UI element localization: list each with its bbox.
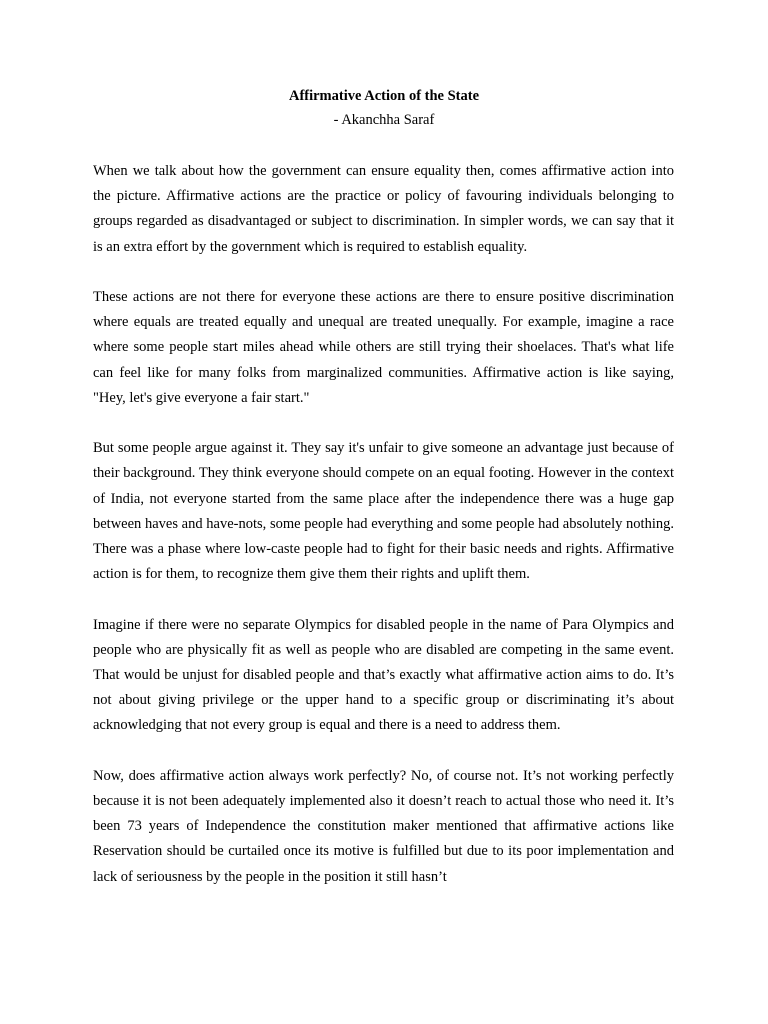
paragraph-2: These actions are not there for everyone these actions are there to ensure positive discrimination where equals are treated equally and unequal are treated unequally. For example, imagine a race where some people start miles ahead while others are still trying their shoelaces. That's what life can feel like for many folks from marginalized communities. Affirmative action is like saying, "Hey, let's give everyone a fair start." bbox=[93, 289, 674, 406]
document-title: Affirmative Action of the State bbox=[288, 88, 480, 104]
document-header bbox=[0, 86, 768, 130]
paragraph-5: Now, does affirmative action always work perfectly? No, of course not. It’s not working perfectly because it is not been adequately implemented also it doesn’t reach to actual those who need it. It’s been 73 years of Independence the constitution maker mentioned that affirmative actions like Reservation should be curtailed once its motive is fulfilled but due to its poor implementation and lack of seriousness by the people in the position it still hasn’t bbox=[93, 767, 674, 885]
document-author: - Akanchha Saraf bbox=[333, 112, 435, 128]
paragraph-1: When we talk about how the government can ensure equality then, comes affirmative action into the picture. Affirmative actions are the practice or policy of favouring individuals belonging to groups regarded as disadvantaged or subject to discrimination. In simpler words, we can say that it is an extra effort by the government which is required to establish equality. bbox=[93, 163, 674, 255]
document-body bbox=[93, 159, 674, 890]
paragraph-4: Imagine if there were no separate Olympics for disabled people in the name of Para Olympics and people who are physically fit as well as people who are disabled are competing in the same event. That would be unjust for disabled people and that’s exactly what affirmative action aims to do. It’s not about giving privilege or the upper hand to a specific group or discriminating it’s about acknowledging that not every group is equal and there is a need to address them. bbox=[93, 616, 674, 734]
paragraph-3: But some people argue against it. They say it's unfair to give someone an advantage just because of their background. They think everyone should compete on an equal footing. However in the context of India, not everyone started from the same place after the independence there was a huge gap between haves and have-nots, some people had everything and some people had absolutely nothing. There was a phase where low-caste people had to fight for their basic needs and rights. Affirmative action is for them, to recognize them give them their rights and uplift them. bbox=[93, 440, 674, 583]
